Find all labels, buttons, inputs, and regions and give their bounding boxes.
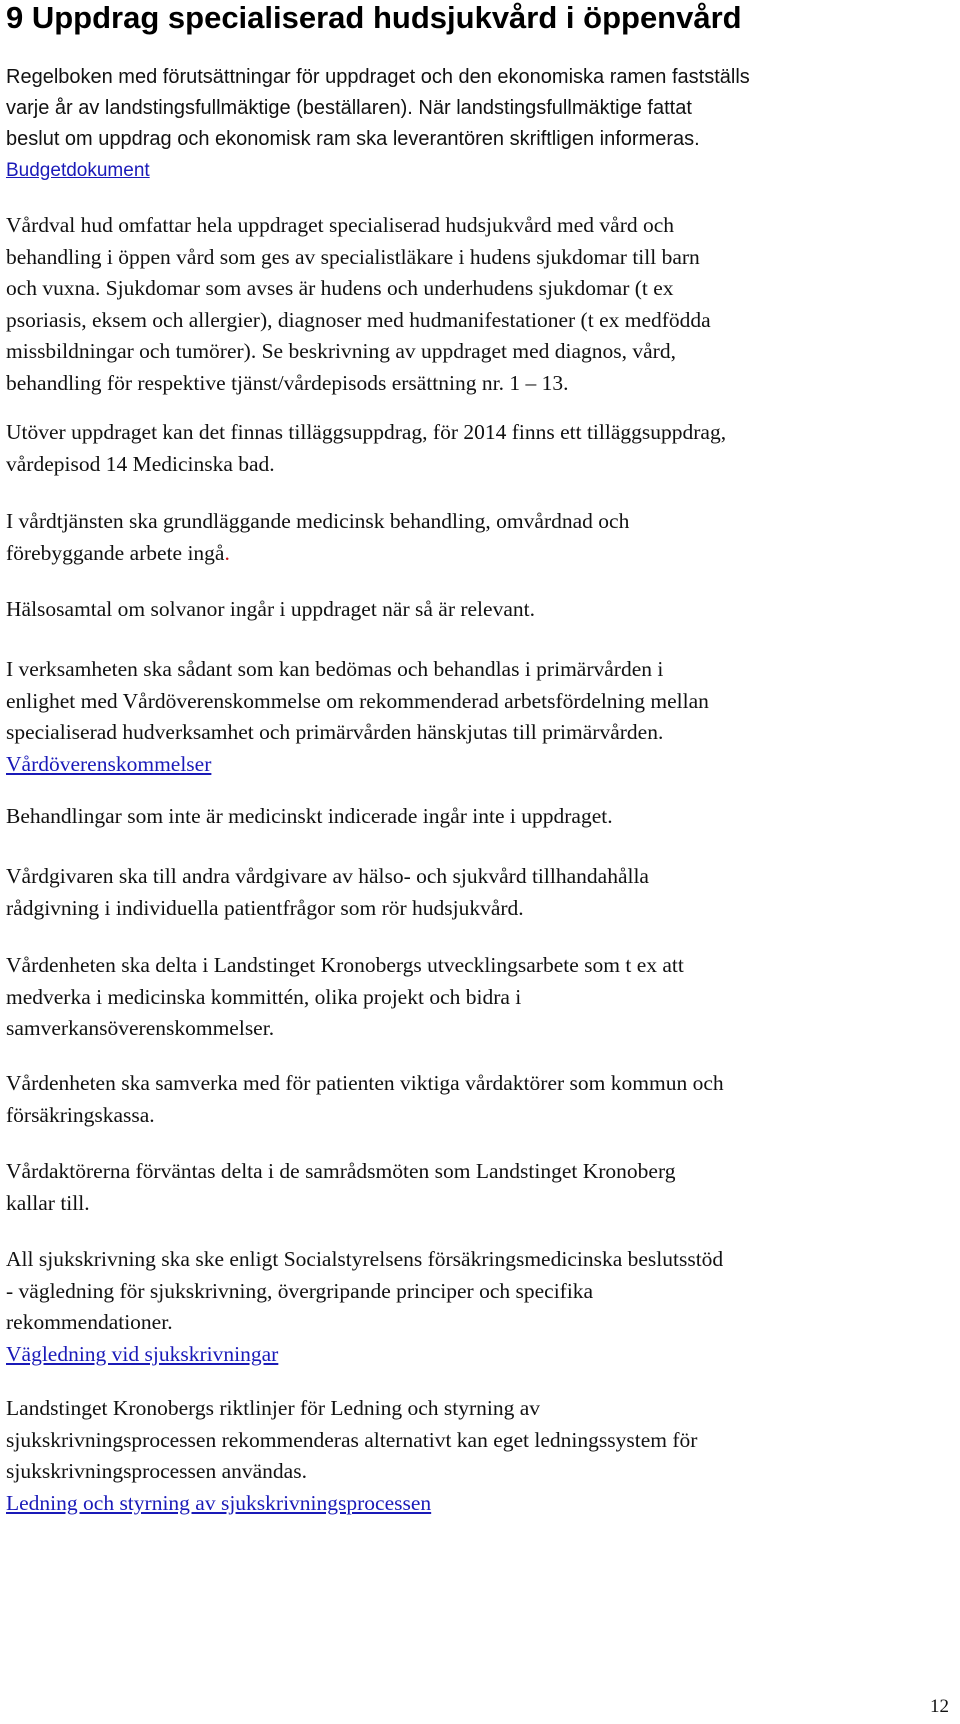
text-line: Utöver uppdraget kan det finnas tilläggsuppdrag, för 2014 finns ett tilläggsuppdrag, [6, 420, 727, 444]
text-line: - vägledning för sjukskrivning, övergripande principer och specifika [6, 1278, 594, 1303]
cooperation-paragraph [6, 1068, 950, 1131]
text-line: och vuxna. Sjukdomar som avses är hudens och underhudens sjukdomar (t ex [6, 276, 674, 300]
text-line: I verksamheten ska sådant som kan bedömas och behandlas i primärvården i [6, 657, 664, 681]
advice-paragraph [6, 861, 950, 924]
scope-paragraph [6, 210, 950, 399]
vardoverenskommelser-link[interactable]: Vårdöverenskommelser [6, 751, 212, 776]
text-line: Vårdval hud omfattar hela uppdraget specialiserad hudsjukvård med vård och [6, 213, 675, 237]
sick-leave-paragraph [6, 1244, 950, 1370]
text-line: enlighet med Vårdöverenskommelse om rekommenderad arbetsfördelning mellan [6, 688, 709, 713]
text-line: kallar till. [6, 1190, 90, 1215]
text-line: behandling för respektive tjänst/vårdepisods ersättning nr. 1 – 13. [6, 370, 569, 395]
text-line: Vårdenheten ska delta i Landstinget Kronobergs utvecklingsarbete som t ex att [6, 953, 684, 977]
page-number: 12 [930, 1696, 949, 1717]
text-line: samverkansöverenskommelser. [6, 1016, 275, 1040]
text-line: försäkringskassa. [6, 1102, 155, 1127]
vagledning-sjukskrivning-link[interactable]: Vägledning vid sjukskrivningar [6, 1341, 279, 1366]
text-line: behandling i öppen vård som ges av specialistläkare i hudens sjukdomar till barn [6, 244, 700, 269]
basic-care-paragraph [6, 506, 950, 569]
health-talk-paragraph [6, 594, 950, 626]
text-line: missbildningar och tumörer). Se beskrivning av uppdraget med diagnos, vård, [6, 339, 676, 363]
text-line: rekommendationer. [6, 1310, 173, 1334]
text-line: vårdepisod 14 Medicinska bad. [6, 451, 275, 476]
text-line: I vårdtjänsten ska grundläggande medicinsk behandling, omvårdnad och [6, 509, 630, 533]
text-line: förebyggande arbete ingå [6, 540, 225, 565]
text-line: varje år av landstingsfullmäktige (beställaren). När landstingsfullmäktige fattat [6, 97, 692, 119]
non-medical-paragraph [6, 801, 950, 833]
text-line: Landstinget Kronobergs riktlinjer för Ledning och styrning av [6, 1396, 541, 1420]
intro-paragraph [6, 62, 950, 186]
primary-care-paragraph [6, 654, 950, 780]
text-line: Vårdaktörerna förväntas delta i de samrådsmöten som Landstinget Kronoberg [6, 1159, 676, 1183]
text-line: Vårdgivaren ska till andra vårdgivare av hälso- och sjukvård tillhandahålla [6, 864, 649, 888]
text-line: sjukskrivningsprocessen rekommenderas alternativt kan eget ledningssystem för [6, 1427, 698, 1452]
red-period: . [224, 540, 230, 565]
page-title: 9 Uppdrag specialiserad hudsjukvård i öppenvård [6, 0, 742, 35]
guidelines-paragraph [6, 1393, 950, 1519]
development-paragraph [6, 950, 950, 1045]
text-line: rådgivning i individuella patientfrågor som rör hudsjukvård. [6, 895, 524, 920]
text-line: specialiserad hudverksamhet och primärvården hänskjutas till primärvården. [6, 720, 664, 744]
budgetdokument-link[interactable]: Budgetdokument [6, 160, 150, 181]
ledning-styrning-link[interactable]: Ledning och styrning av sjukskrivningsprocessen [6, 1490, 432, 1515]
text-line: sjukskrivningsprocessen användas. [6, 1459, 307, 1483]
text-line: Behandlingar som inte är medicinskt indicerade ingår inte i uppdraget. [6, 804, 613, 828]
text-line: Hälsosamtal om solvanor ingår i uppdraget när så är relevant. [6, 597, 535, 621]
meetings-paragraph [6, 1156, 950, 1219]
text-line: Regelboken med förutsättningar för uppdraget och den ekonomiska ramen fastställs [6, 66, 750, 88]
text-line: psoriasis, eksem och allergier), diagnoser med hudmanifestationer (t ex medfödda [6, 307, 711, 332]
text-line: beslut om uppdrag och ekonomisk ram ska leverantören skriftligen informeras. [6, 128, 700, 150]
text-line: All sjukskrivning ska ske enligt Socialstyrelsens försäkringsmedicinska beslutsstöd [6, 1247, 724, 1271]
extra-assignment-paragraph [6, 417, 950, 480]
text-line: Vårdenheten ska samverka med för patienten viktiga vårdaktörer som kommun och [6, 1071, 724, 1095]
text-line: medverka i medicinska kommittén, olika projekt och bidra i [6, 984, 522, 1009]
